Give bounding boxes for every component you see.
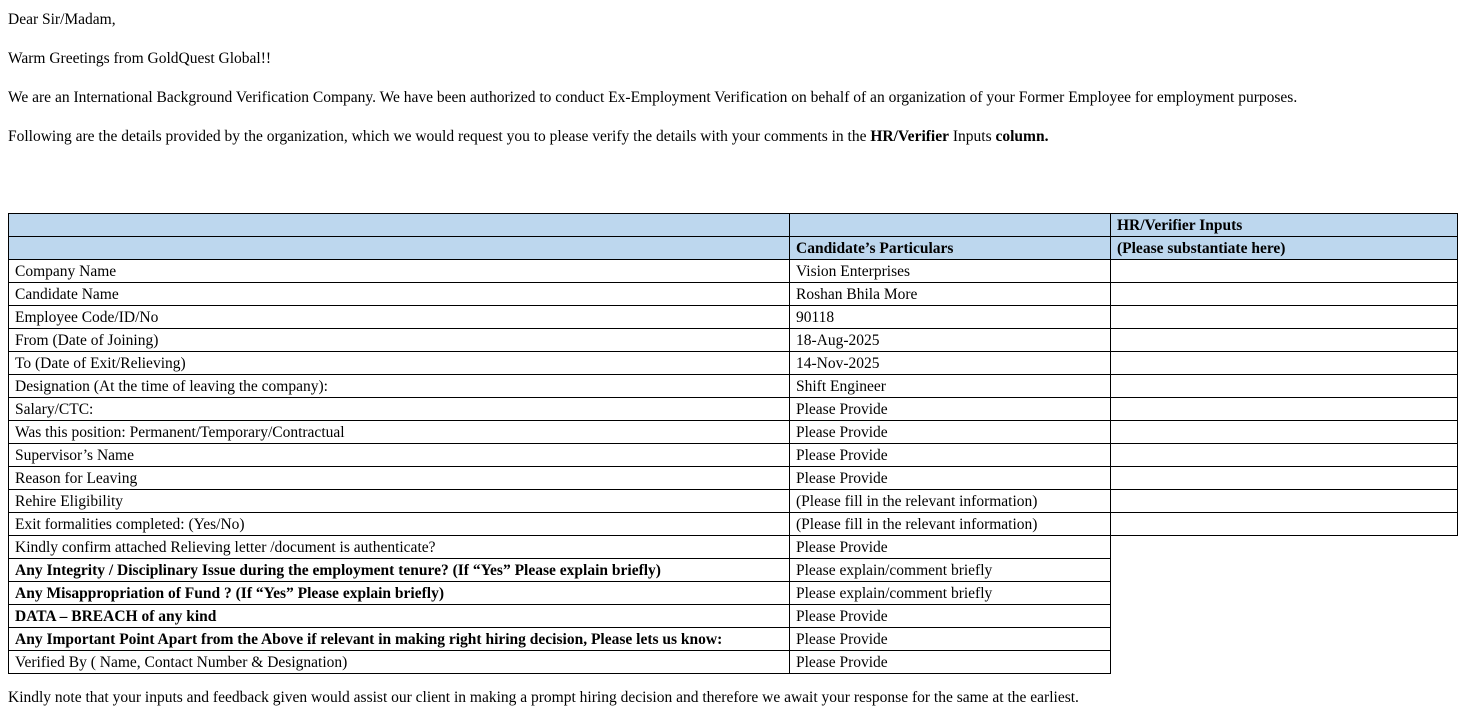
verifier-input-cell[interactable] [1111, 375, 1458, 398]
table-row [9, 582, 1458, 605]
candidate-particulars-cell: Please Provide [790, 651, 1111, 674]
candidate-particulars-cell: Please explain/comment briefly [790, 582, 1111, 605]
header-empty-cell-2 [790, 214, 1111, 237]
instruction-bold-column: column. [995, 128, 1049, 145]
candidate-particulars-cell: Roshan Bhila More [790, 283, 1111, 306]
table-row [9, 421, 1458, 444]
field-label-cell: Designation (At the time of leaving the company): [9, 375, 790, 398]
table-row [9, 605, 1458, 628]
candidate-particulars-cell: Please Provide [790, 398, 1111, 421]
verifier-input-cell[interactable] [1111, 444, 1458, 467]
field-label-cell: From (Date of Joining) [9, 329, 790, 352]
verifier-input-cell[interactable] [1111, 352, 1458, 375]
field-label-cell: Exit formalities completed: (Yes/No) [9, 513, 790, 536]
header-please-substantiate: (Please substantiate here) [1111, 237, 1458, 260]
instruction-bold-hr-verifier: HR/Verifier [870, 128, 949, 145]
candidate-particulars-cell: (Please fill in the relevant information) [790, 513, 1111, 536]
instruction-paragraph [8, 127, 1467, 146]
candidate-particulars-cell: Please explain/comment briefly [790, 559, 1111, 582]
verifier-input-cell[interactable] [1111, 467, 1458, 490]
verifier-input-cell[interactable] [1111, 421, 1458, 444]
table-row [9, 352, 1458, 375]
candidate-particulars-cell: Please Provide [790, 467, 1111, 490]
table-row [9, 375, 1458, 398]
verifier-input-cell[interactable] [1111, 283, 1458, 306]
intro-paragraph: We are an International Background Verification Company. We have been authorized to conduct Ex-Employment Verification on behalf of an organization of your Former Employee for employment purposes. [8, 89, 1298, 106]
greeting-line: Warm Greetings from GoldQuest Global!! [8, 50, 272, 67]
candidate-particulars-cell: 18-Aug-2025 [790, 329, 1111, 352]
closing-note: Kindly note that your inputs and feedback given would assist our client in making a prompt hiring decision and therefore we await your response for the same at the earliest. [8, 689, 1079, 706]
verifier-input-cell[interactable] [1111, 490, 1458, 513]
field-label-cell: DATA – BREACH of any kind [9, 605, 790, 628]
field-label-cell: Any Misappropriation of Fund ? (If “Yes” Please explain briefly) [9, 582, 790, 605]
field-label-cell: Company Name [9, 260, 790, 283]
candidate-particulars-cell: Please Provide [790, 444, 1111, 467]
candidate-particulars-cell: Please Provide [790, 536, 1111, 559]
verifier-input-cell[interactable] [1111, 306, 1458, 329]
field-label-cell: Candidate Name [9, 283, 790, 306]
field-label-cell: Was this position: Permanent/Temporary/Contractual [9, 421, 790, 444]
candidate-particulars-cell: Please Provide [790, 628, 1111, 651]
field-label-cell: Rehire Eligibility [9, 490, 790, 513]
candidate-particulars-cell: Vision Enterprises [790, 260, 1111, 283]
field-label-cell: To (Date of Exit/Relieving) [9, 352, 790, 375]
verification-table [8, 213, 1458, 674]
candidate-particulars-cell: 14-Nov-2025 [790, 352, 1111, 375]
table-row [9, 444, 1458, 467]
candidate-particulars-cell: Please Provide [790, 421, 1111, 444]
instruction-text-mid: Inputs [948, 128, 996, 145]
field-label-cell: Verified By ( Name, Contact Number & Designation) [9, 651, 790, 674]
field-label-cell: Supervisor’s Name [9, 444, 790, 467]
verifier-input-cell[interactable] [1111, 329, 1458, 352]
table-row [9, 283, 1458, 306]
table-row [9, 559, 1458, 582]
table-row [9, 490, 1458, 513]
field-label-cell: Reason for Leaving [9, 467, 790, 490]
verifier-input-cell[interactable] [1111, 513, 1458, 536]
verifier-input-cell[interactable] [1111, 398, 1458, 421]
table-header-row-2 [9, 237, 1458, 260]
table-row [9, 651, 1458, 674]
table-row [9, 536, 1458, 559]
header-hr-verifier-inputs: HR/Verifier Inputs [1111, 214, 1458, 237]
header-empty-cell-1 [9, 214, 790, 237]
candidate-particulars-cell: (Please fill in the relevant information) [790, 490, 1111, 513]
candidate-particulars-cell: 90118 [790, 306, 1111, 329]
table-row [9, 260, 1458, 283]
field-label-cell: Salary/CTC: [9, 398, 790, 421]
verifier-input-cell[interactable] [1111, 260, 1458, 283]
header-candidates-particulars: Candidate’s Particulars [790, 237, 1111, 260]
instruction-text: Following are the details provided by the organization, which we would request you to please verify the details with your comments in the [8, 128, 871, 145]
candidate-particulars-cell: Please Provide [790, 605, 1111, 628]
table-row [9, 329, 1458, 352]
candidate-particulars-cell: Shift Engineer [790, 375, 1111, 398]
header-empty-cell-3 [9, 237, 790, 260]
salutation: Dear Sir/Madam, [8, 11, 116, 28]
table-row [9, 306, 1458, 329]
field-label-cell: Any Integrity / Disciplinary Issue during the employment tenure? (If “Yes” Please explain briefly) [9, 559, 790, 582]
field-label-cell: Any Important Point Apart from the Above if relevant in making right hiring decision, Please lets us know: [9, 628, 790, 651]
table-row [9, 513, 1458, 536]
table-row [9, 628, 1458, 651]
field-label-cell: Employee Code/ID/No [9, 306, 790, 329]
table-row [9, 467, 1458, 490]
table-header-row-1 [9, 214, 1458, 237]
field-label-cell: Kindly confirm attached Relieving letter /document is authenticate? [9, 536, 790, 559]
table-row [9, 398, 1458, 421]
